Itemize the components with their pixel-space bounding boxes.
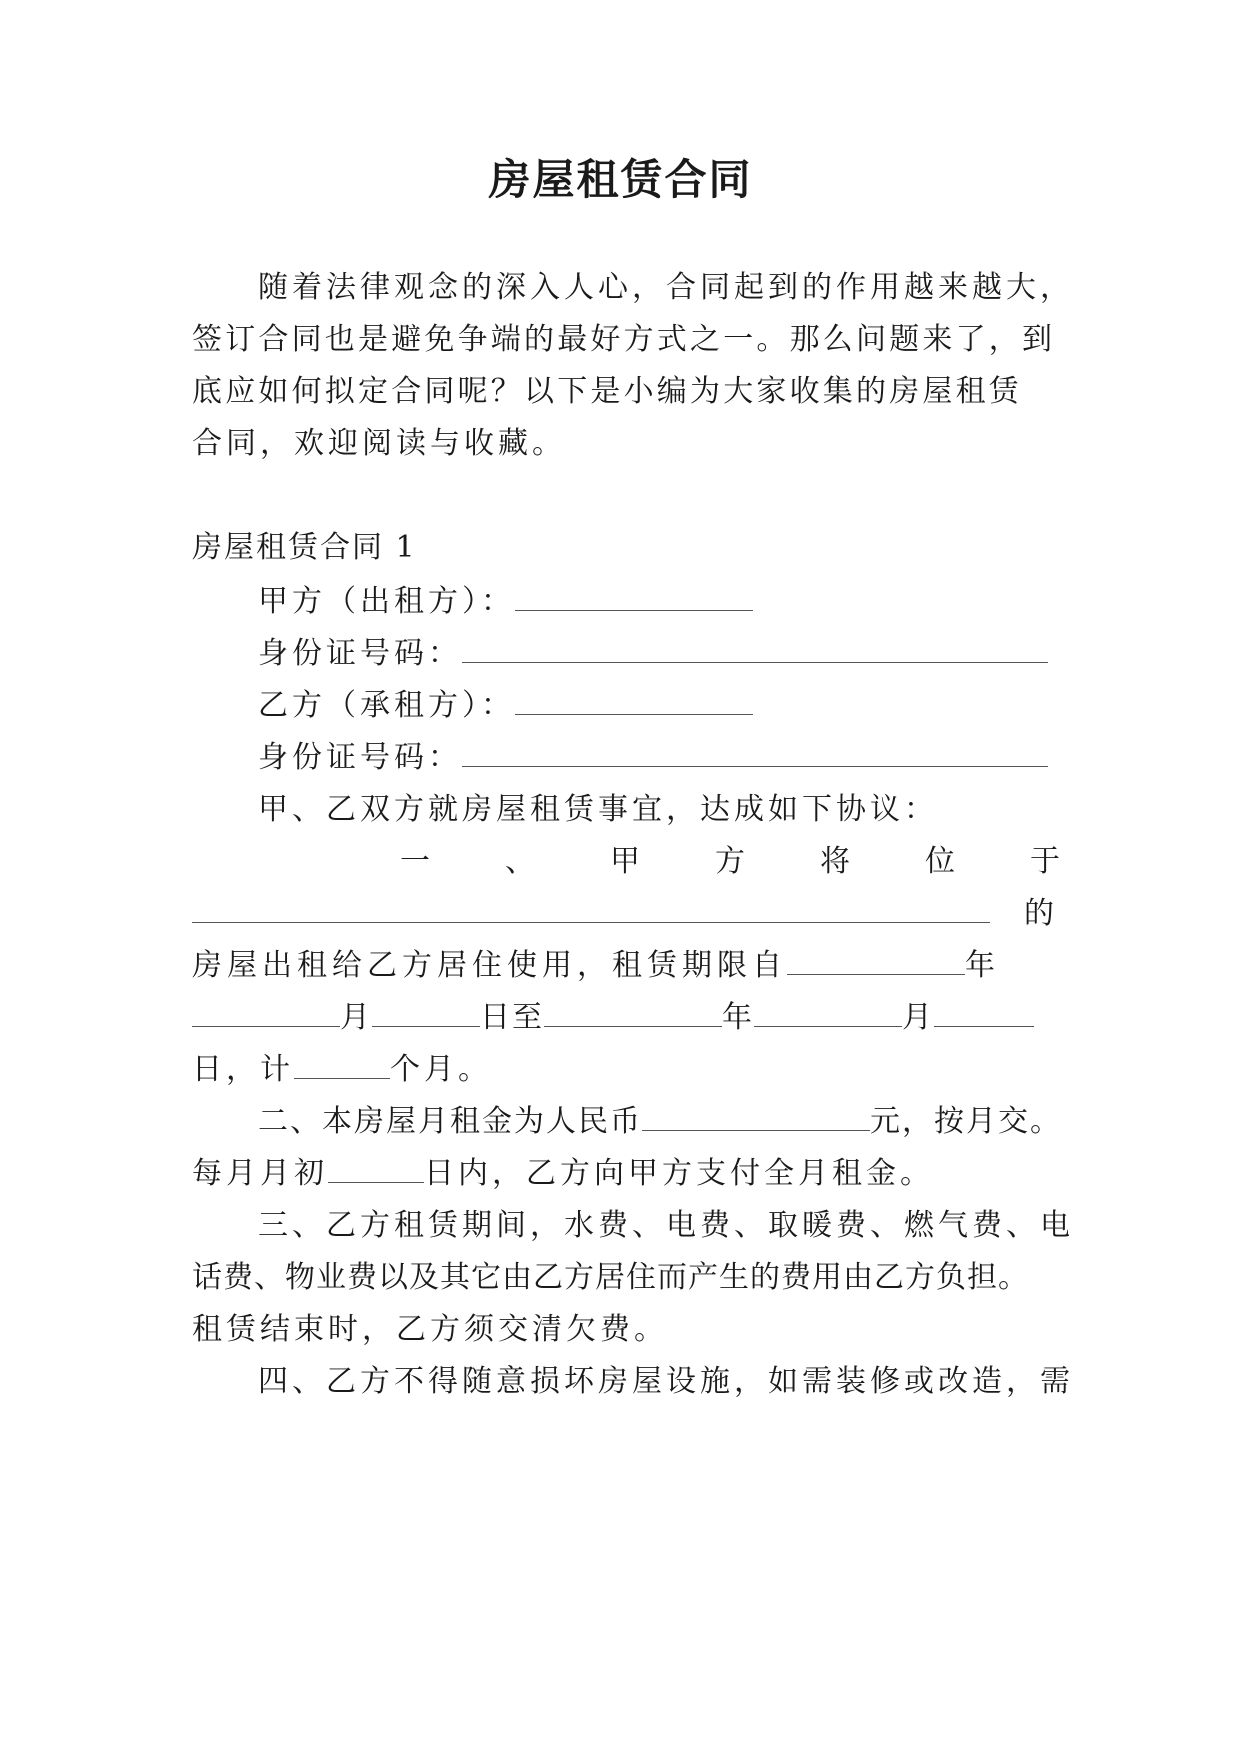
intro-line-2: 签订合同也是避免争端的最好方式之一。那么问题来了，到	[192, 322, 1056, 357]
year-label: 年	[722, 1000, 754, 1035]
clause2-line-1	[258, 1102, 1062, 1142]
clause1-char: 于	[1030, 844, 1060, 879]
clause3-line-2: 话费、物业费以及其它由乙方居住而产生的费用由乙方负担。	[192, 1260, 1029, 1295]
document-title: 房屋租赁合同	[488, 155, 753, 204]
intro-line-1: 随着法律观念的深入人心，合同起到的作用越来越大，	[258, 270, 1074, 305]
clause1-char: 、	[505, 844, 535, 879]
intro-line-3: 底应如何拟定合同呢？以下是小编为大家收集的房屋租赁	[192, 374, 1022, 409]
clause1-term-text: 房屋出租给乙方居住使用，租赁期限自	[192, 948, 787, 983]
month-label: 月	[340, 1000, 372, 1035]
party-b-id-blank[interactable]	[462, 738, 1048, 767]
party-a-row	[258, 582, 753, 622]
party-a-id-label: 身份证号码：	[258, 636, 462, 671]
party-a-label: 甲方（出租方）：	[258, 584, 515, 619]
de-char: 的	[1024, 896, 1058, 931]
party-b-id-label: 身份证号码：	[258, 740, 462, 775]
end-year-blank[interactable]	[544, 998, 722, 1027]
address-blank[interactable]	[192, 894, 990, 923]
section-heading: 房屋租赁合同 1	[192, 530, 417, 565]
payment-days-blank[interactable]	[328, 1154, 424, 1183]
party-b-blank[interactable]	[515, 686, 753, 715]
clause4-line-1: 四、乙方不得随意损坏房屋设施，如需装修或改造，需	[258, 1364, 1074, 1399]
clause2-text-c: 每月月初	[192, 1156, 328, 1191]
year-label: 年	[965, 948, 1000, 983]
clause1-char: 甲	[610, 844, 640, 879]
clause3-line-1: 三、乙方租赁期间，水费、电费、取暖费、燃气费、电	[258, 1208, 1074, 1243]
start-year-blank[interactable]	[787, 946, 965, 975]
clause1-term-line	[192, 946, 1000, 986]
clause1-spaced-line	[400, 842, 1060, 882]
clause1-char: 一	[400, 844, 430, 879]
intro-line-4: 合同，欢迎阅读与收藏。	[192, 426, 566, 461]
start-month-blank[interactable]	[192, 998, 340, 1027]
clause1-char: 方	[715, 844, 745, 879]
clause1-address-line	[192, 894, 1058, 934]
party-a-blank[interactable]	[515, 582, 753, 611]
clause1-char: 将	[820, 844, 850, 879]
clause1-char: 位	[925, 844, 955, 879]
day-to-label: 日至	[480, 1000, 544, 1035]
rent-amount-blank[interactable]	[642, 1102, 870, 1131]
party-b-label: 乙方（承租方）：	[258, 688, 515, 723]
day-total-label: 日，计	[192, 1052, 294, 1087]
clause1-date-line	[192, 998, 1034, 1038]
party-a-id-row	[258, 634, 1048, 674]
clause2-line-2	[192, 1154, 934, 1194]
start-day-blank[interactable]	[372, 998, 480, 1027]
clause2-text-a: 二、本房屋月租金为人民币	[258, 1104, 642, 1139]
clause2-text-b: 元，按月交。	[870, 1104, 1062, 1139]
month-label: 月	[902, 1000, 934, 1035]
party-b-id-row	[258, 738, 1048, 778]
clause3-line-3: 租赁结束时，乙方须交清欠费。	[192, 1312, 668, 1347]
party-b-row	[258, 686, 753, 726]
clause1-total-line	[192, 1050, 492, 1090]
party-a-id-blank[interactable]	[462, 634, 1048, 663]
end-month-blank[interactable]	[754, 998, 902, 1027]
months-label: 个月。	[390, 1052, 492, 1087]
agreement-line: 甲、乙双方就房屋租赁事宜，达成如下协议：	[258, 792, 938, 827]
total-months-blank[interactable]	[294, 1050, 390, 1079]
clause2-text-d: 日内，乙方向甲方支付全月租金。	[424, 1156, 934, 1191]
end-day-blank[interactable]	[934, 998, 1034, 1027]
